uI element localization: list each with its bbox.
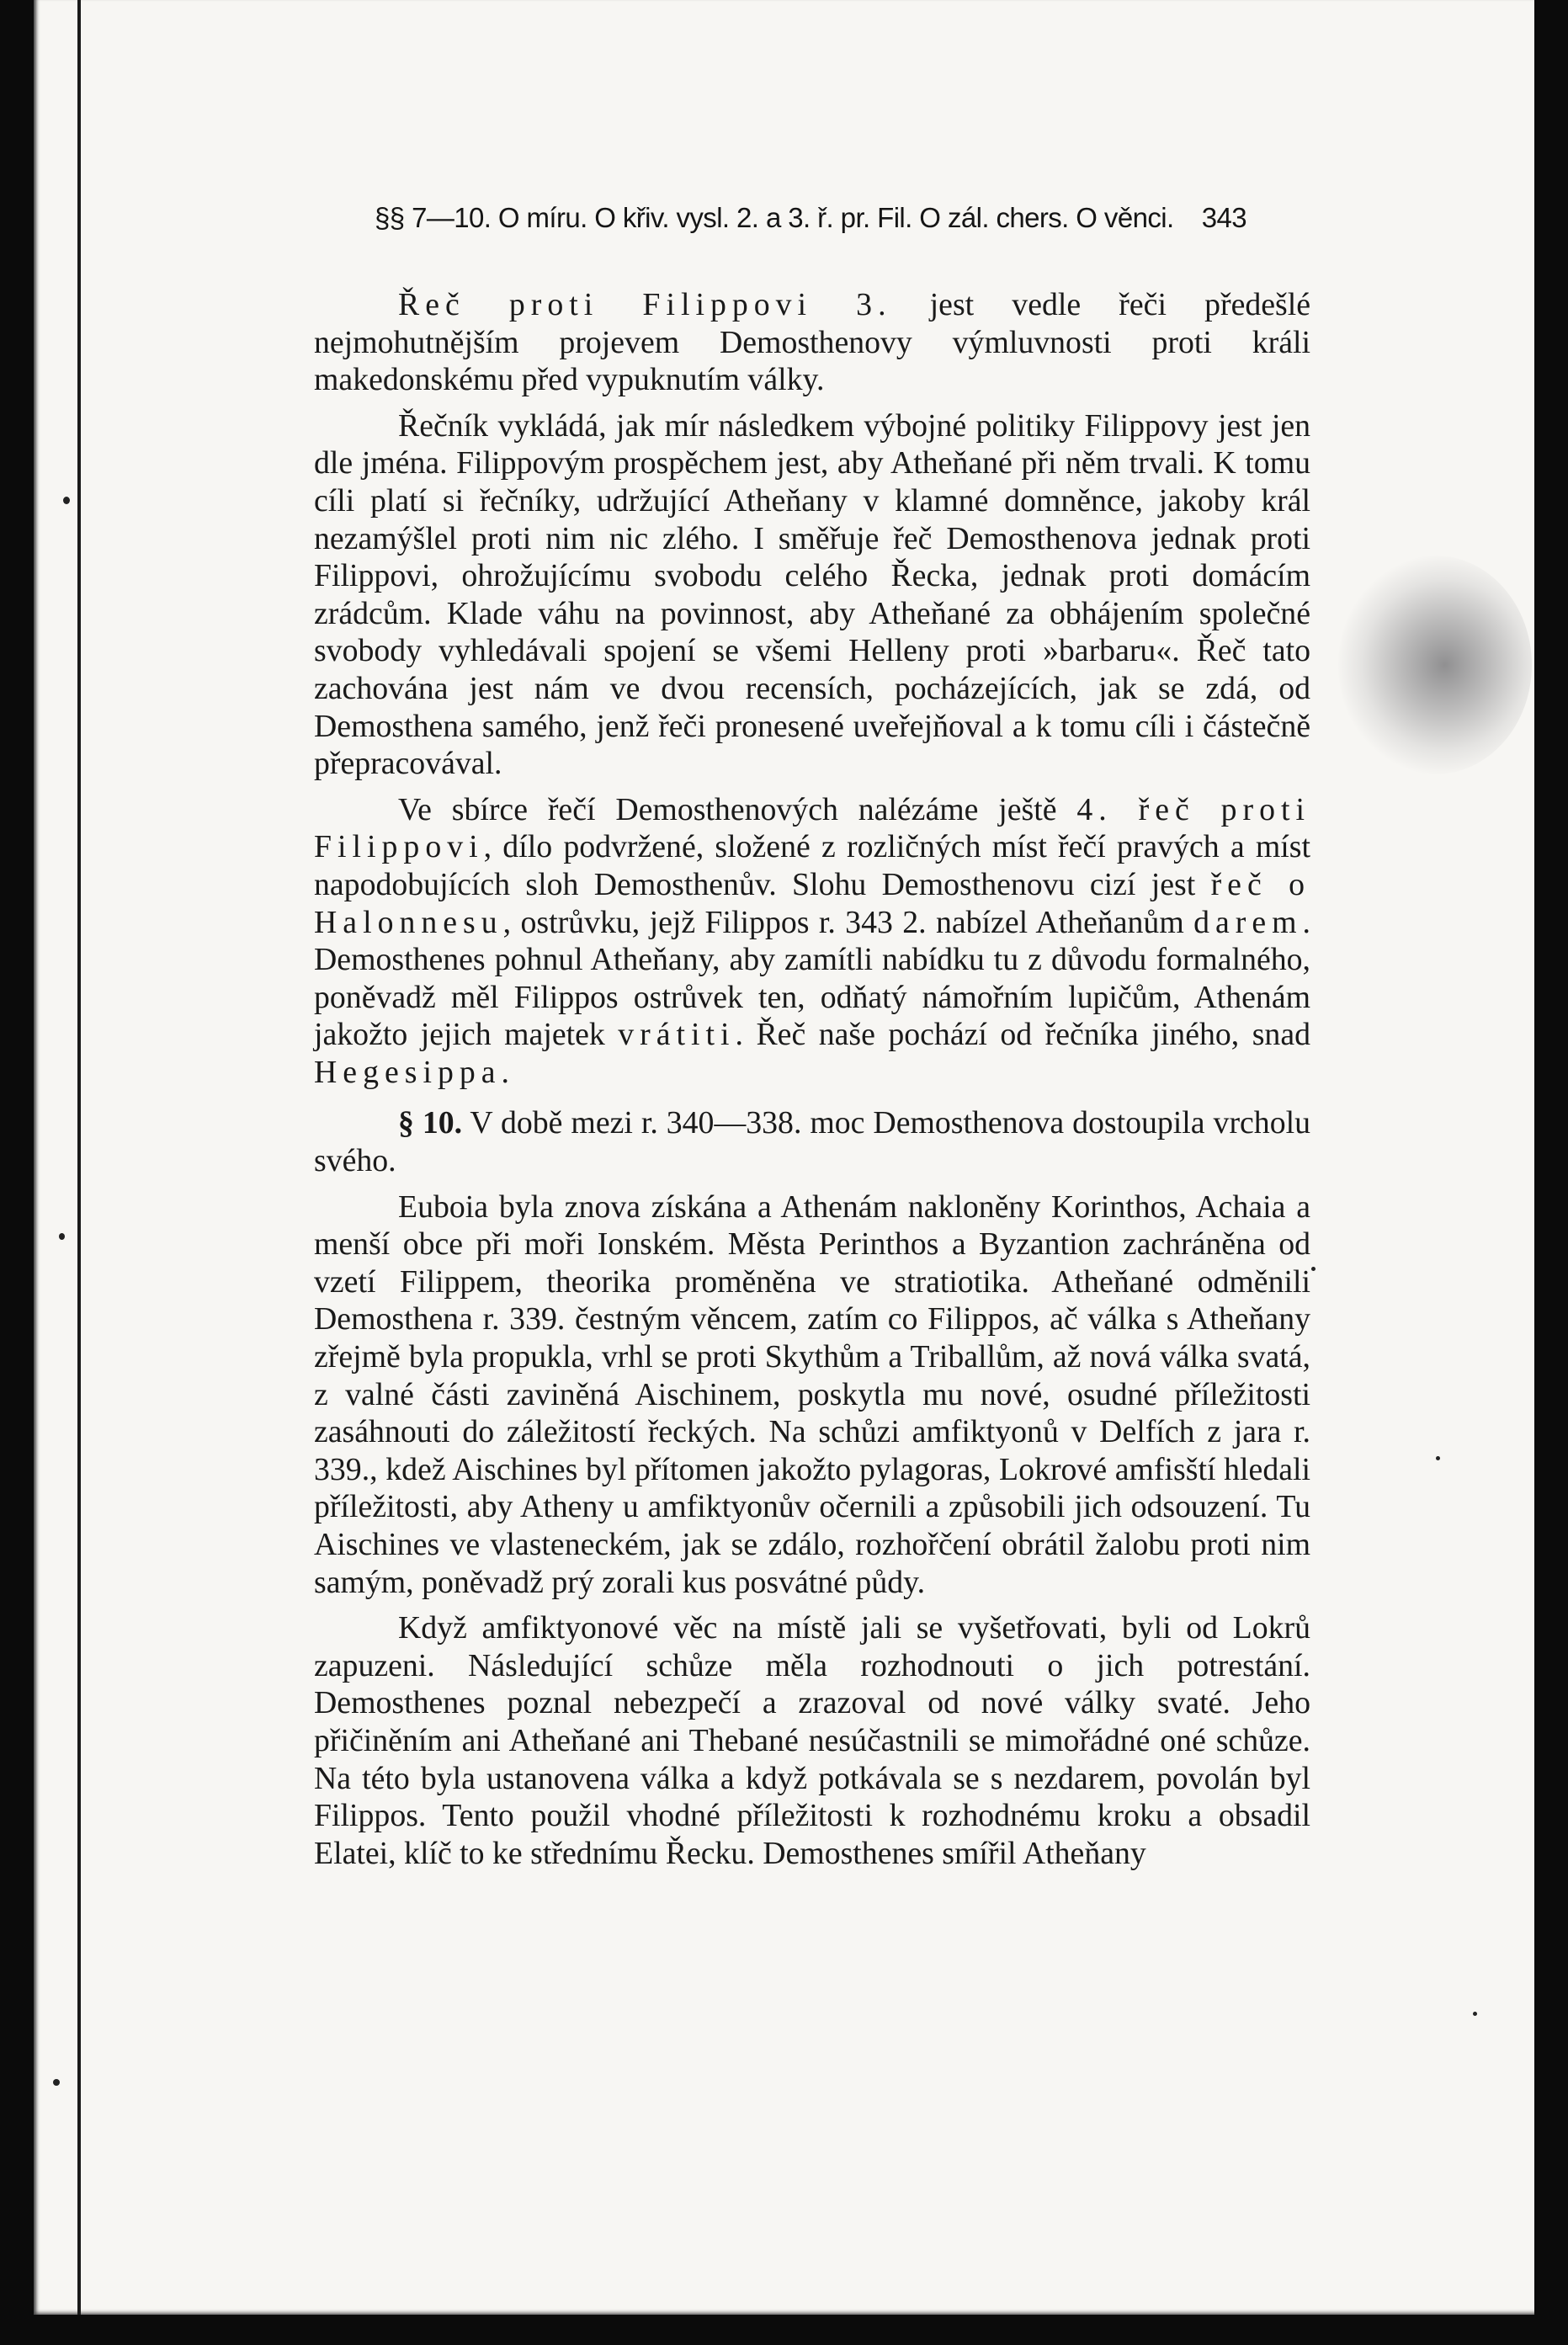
speck	[1311, 1267, 1316, 1271]
work-title: 4. řeč proti Filippovi	[314, 791, 1310, 865]
scanned-page	[34, 0, 1534, 2315]
speck	[1473, 2012, 1477, 2016]
emphasis: darem	[1193, 904, 1303, 940]
paragraph: § 10. V době mezi r. 340—338. moc Demosthenova dostoupila vrcholu svého.	[314, 1105, 1311, 1179]
speck	[63, 497, 70, 504]
paragraph: Euboia byla znova získána a Athenám nakloněny Korinthos, Achaia a menší obce při moři Ionském. Města Perinthos a Byzantion zachráněna od vzetí Filippem, theorika proměněna ve stratiotika. Atheňané odměnili Demosthena r. 339. čestným věncem, zatím co Filippos, ač válka s Atheňany zřejmě byla propukla, vrhl se proti Skythům a Triballům, až nová válka svatá, z valné části zaviněná Aischinem, poskytla mu nové, osudné příležitosti zasáhnouti do záležitostí řeckých. Na schůzi amfiktyonů v Delfích z jara r. 339., kdež Aischines byl přítomen jakožto pylagoras, Lokrové amfisští hledali příležitosti, aby Atheny u amfiktyonův očernili a způsobili jich odsouzení. Tu Aischines ve vlasteneckém, jak se zdálo, rozhořčení obrátil žalobu proti nim samým, poněvadž prý zorali kus posvátné půdy.	[314, 1188, 1310, 1600]
paragraph: Když amfiktyonové věc na místě jali se vyšetřovati, byli od Lokrů zapuzeni. Následující schůze měla rozhodnouti o jich potrestání. Demosthenes poznal nebezpečí a zrazoval od nové války svaté. Jeho přičiněním ani Atheňané ani Thebané nesúčastnili se mimořádné oné schůze. Na této byla ustanovena válka a když potkávala se s nezdarem, povolán byl Filippos. Tento použil vhodné příležitosti k rozhodnému kroku a obsadil Elatei, klíč to ke střednímu Řecku. Demosthenes smířil Atheňany	[314, 1610, 1310, 1871]
running-title: §§ 7—10. O míru. O křiv. vysl. 2. a 3. ř. pr. Fil. O zál. chers. O věnci.	[375, 202, 1174, 233]
binding-edge	[77, 0, 81, 2315]
body-text	[314, 286, 1310, 1880]
paragraph: Řečník vykládá, jak mír následkem výbojné politiky Filippovy jest jen dle jména. Filippovým prospěchem jest, aby Atheňané při něm trvali. K tomu cíli platí si řečníky, udržující Atheňany v klamné domněnce, jakoby král nezamýšlel proti nim nic zlého. I směřuje řeč Demosthenova jednak proti Filippovi, ohrožujícímu svobodu celého Řecka, jednak proti domácím zrádcům. Klade váhu na povinnost, aby Atheňané za obhájením společné svobody vyhledávali spojení se všemi Helleny proti »barbaru«. Řeč tato zachována jest nám ve dvou recensích, pocházejících, jak se zdá, od Demosthena samého, jenž řeči pronesené uveřejňoval a k tomu cíli i částečně přepracovával.	[314, 407, 1310, 782]
paragraph: Řeč proti Filippovi 3. jest vedle řeči předešlé nejmohutnějším projevem Demosthenovy výmluvnosti proti králi makedonskému před vypuknutím války.	[314, 287, 1311, 398]
page-number: 343	[1201, 202, 1246, 233]
speck	[1436, 1456, 1440, 1460]
work-title: Řeč proti Filippovi 3.	[398, 287, 892, 322]
speck	[53, 2079, 60, 2086]
work-title: řeč o Halonnesu	[314, 866, 1310, 940]
ink-stain	[1338, 556, 1532, 774]
running-header	[375, 202, 1310, 234]
section-number: § 10.	[398, 1105, 463, 1141]
emphasis: Hegesippa	[314, 1054, 502, 1090]
emphasis: vrátiti	[618, 1017, 736, 1053]
paragraph: Ve sbírce řečí Demosthenových nalézáme ještě 4. řeč proti Filippovi, dílo podvržené, složené z rozličných míst řečí pravých a míst napodobujících sloh Demosthenův. Slohu Demosthenovu cizí jest řeč o Halonnesu, ostrůvku, jejž Filippos r. 343 2. nabízel Atheňanům darem. Demosthenes pohnul Atheňany, aby zamítli nabídku tu z důvodu formalného, poněvadž měl Filippos ostrůvek ten, odňatý námořním lupičům, Athenám jakožto jejich majetek vrátiti. Řeč naše pochází od řečníka jiného, snad Hegesippa.	[314, 791, 1310, 1090]
speck	[59, 1233, 65, 1240]
